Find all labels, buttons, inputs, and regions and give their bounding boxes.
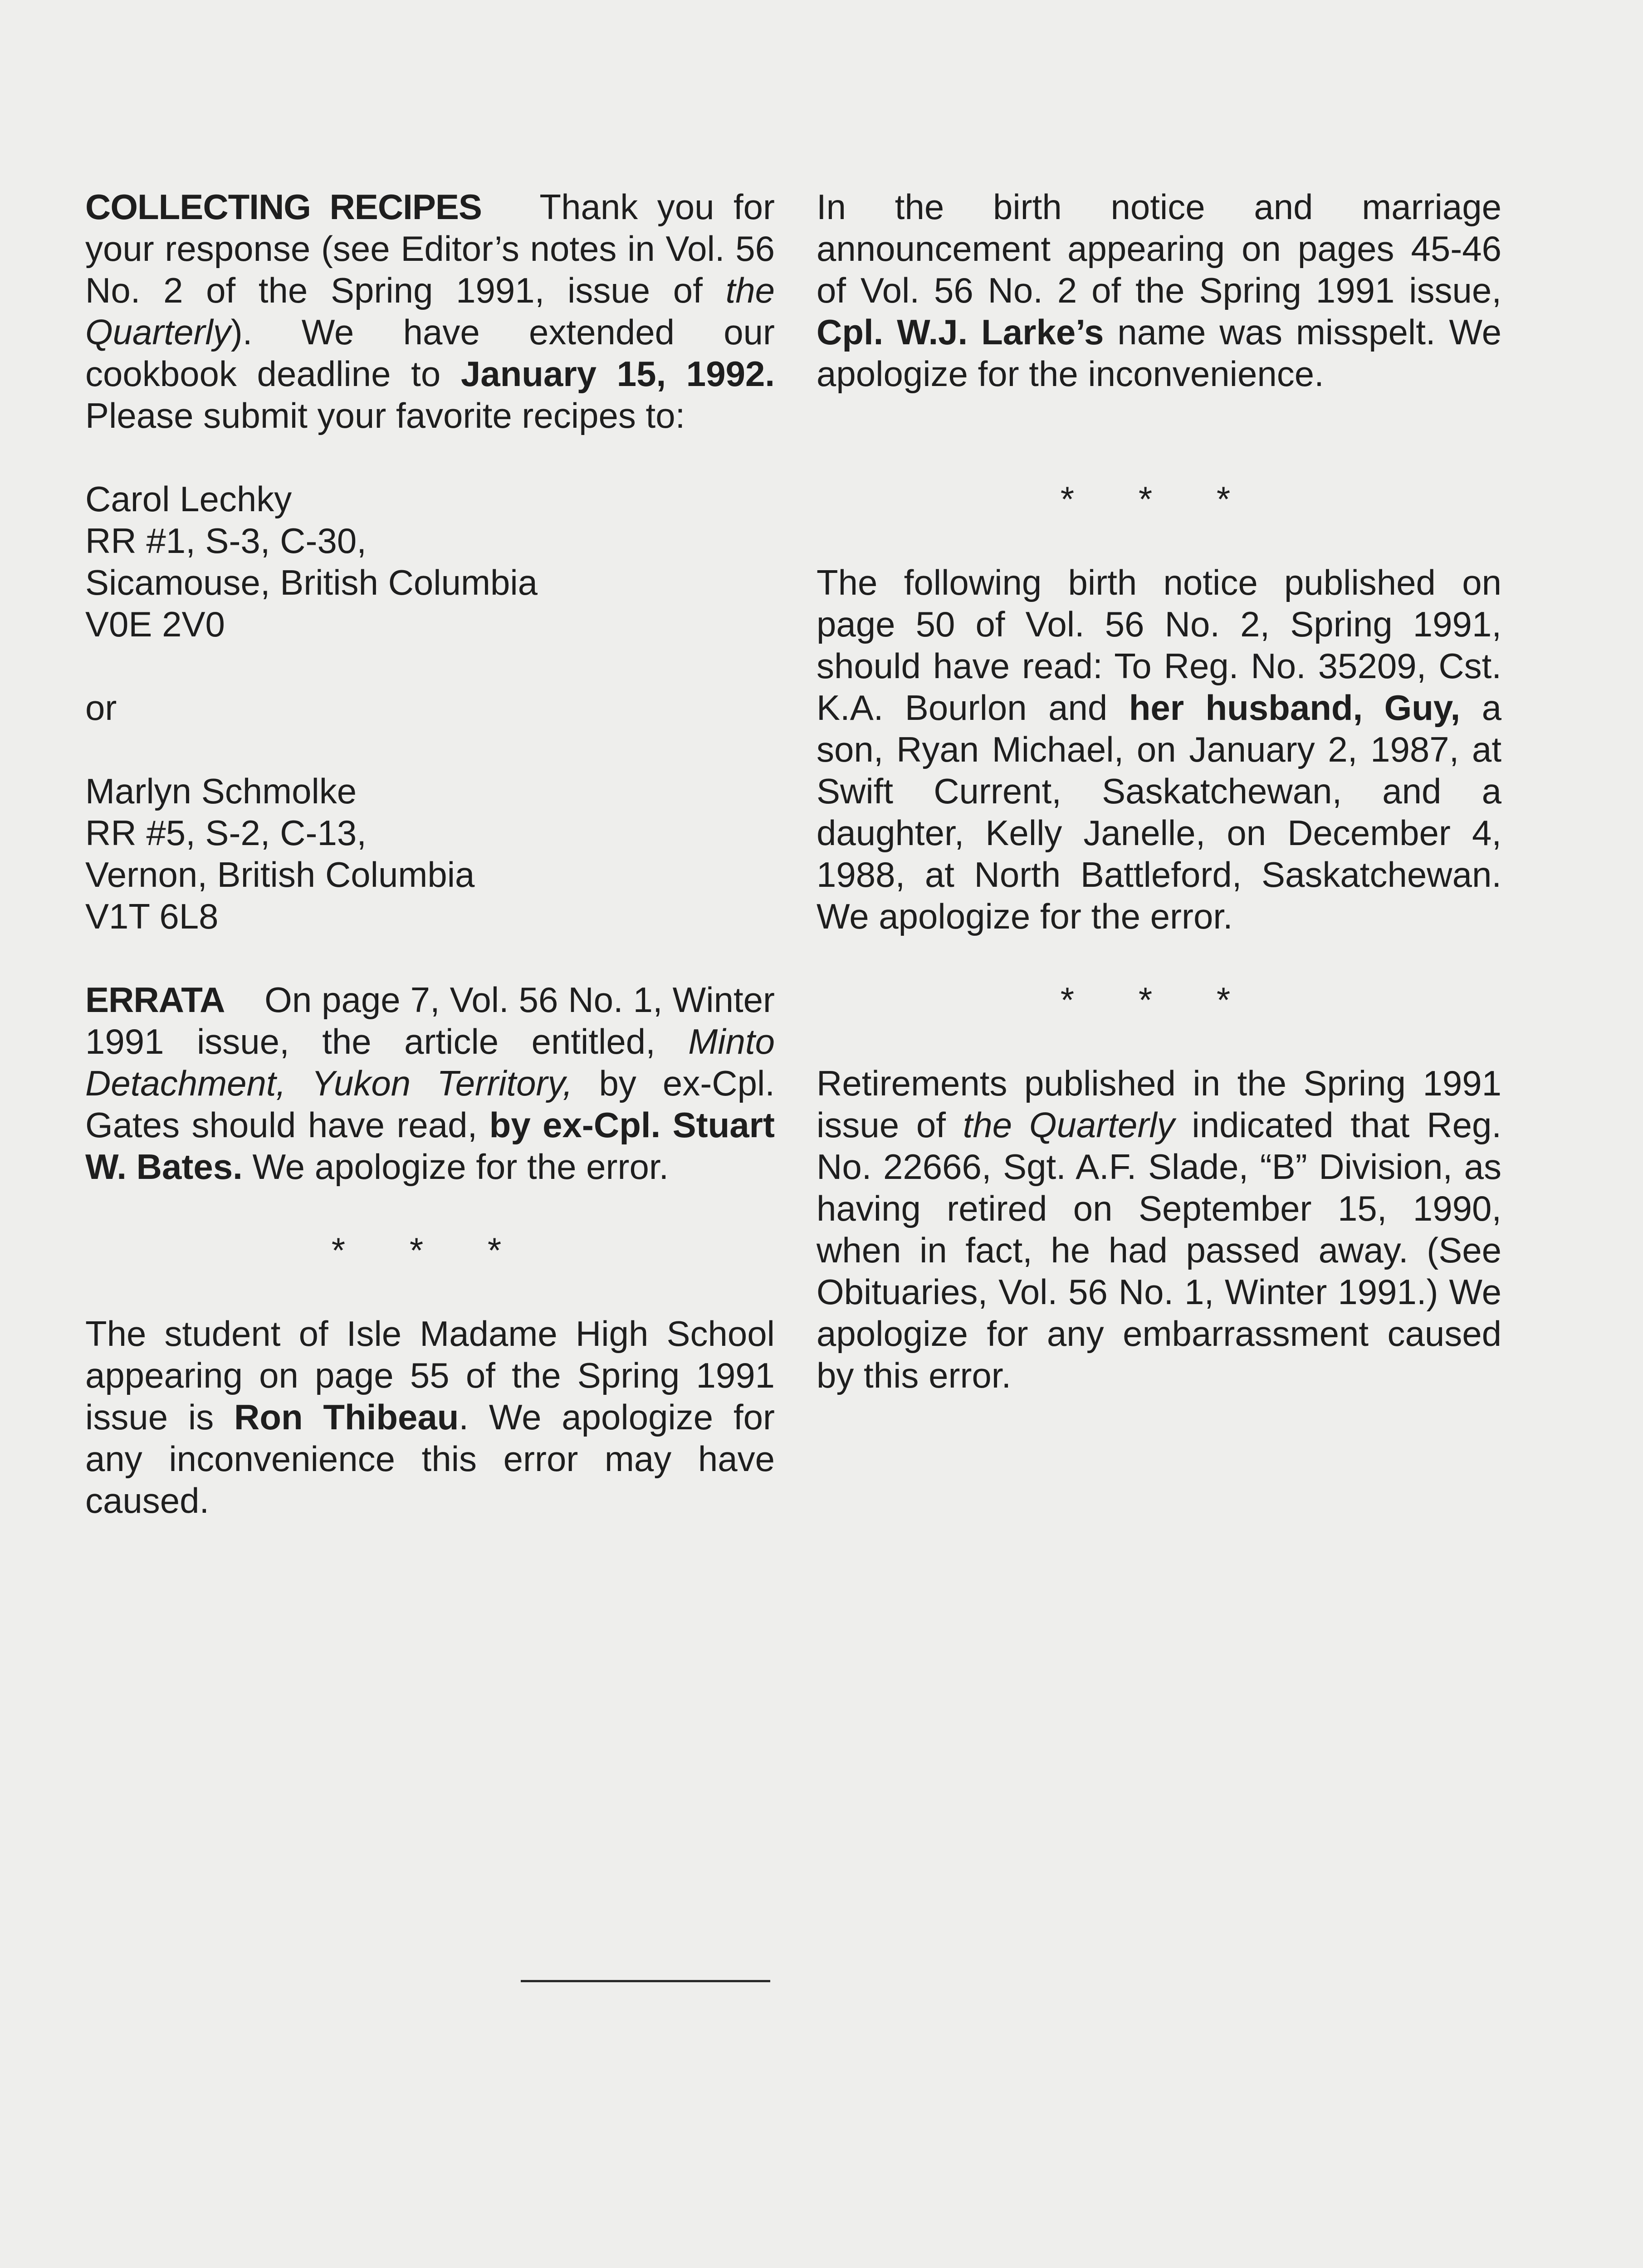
- corrected-author: by ex-Cpl. Stuart W. Bates.: [85, 1105, 775, 1187]
- notice-bold-name: her husband, Guy,: [1129, 688, 1461, 728]
- left-column: [85, 186, 775, 1563]
- birth-notice-paragraph: [817, 562, 1501, 937]
- errata-text-1: On page 7, Vol. 56 No. 1, Winter 1991 issue, the article entitled,: [85, 980, 775, 1061]
- or-separator: or: [85, 688, 117, 728]
- notice-text-1: The following birth notice published on page 50 of Vol. 56 No. 2, Spring 1991, should have read: To Reg. No. 35209, Cst. K.A. Bourlon and: [817, 562, 1501, 728]
- section-divider-stars: * * *: [1060, 479, 1258, 519]
- address-line: V0E 2V0: [85, 604, 225, 644]
- address-marlyn-schmolke: [85, 770, 775, 937]
- address-line: Carol Lechky: [85, 479, 292, 519]
- collecting-recipes-heading: COLLECTING RECIPES: [85, 187, 482, 227]
- section-divider-stars: * * *: [331, 1230, 529, 1270]
- errata-paragraph: [85, 979, 775, 1188]
- student-name: Ron Thibeau: [234, 1397, 459, 1437]
- notice-text-2: a son, Ryan Michael, on January 2, 1987, at Swift Current, Saskatchewan, and a daughter, Kelly Janelle, on December 4, 1988, at North Battleford, Saskatchewan. We apologize for the error.: [817, 688, 1501, 936]
- collecting-recipes-paragraph: [85, 186, 775, 436]
- retire-text-2: indicated that Reg. No. 22666, Sgt. A.F. Slade, “B” Division, as having retired on September 15, 1990, when in fact, he had passed away. (See Obituaries, Vol. 56 No. 1, Winter 1991.) We apologize for any embarrassment caused by this error.: [817, 1105, 1501, 1395]
- errata-text-2: by ex-Cpl. Gates should have read,: [85, 1063, 775, 1145]
- right-column: [817, 186, 1501, 1438]
- retire-text-1: Retirements published in the Spring 1991 issue of: [817, 1063, 1501, 1145]
- recipes-text-3: Please submit your favorite recipes to:: [85, 396, 685, 435]
- address-line: Marlyn Schmolke: [85, 771, 357, 811]
- birth-text-2: name was misspelt. We apologize for the inconvenience.: [817, 312, 1502, 394]
- errata-heading: ERRATA: [85, 980, 225, 1020]
- address-line: V1T 6L8: [85, 896, 219, 936]
- horizontal-rule: [521, 1980, 770, 1982]
- address-line: RR #1, S-3, C-30,: [85, 521, 367, 561]
- quarterly-title: the Quarterly: [85, 270, 775, 352]
- address-line: Sicamouse, British Columbia: [85, 562, 538, 602]
- section-divider-stars: * * *: [1060, 980, 1258, 1020]
- recipes-text-1: Thank you for your response (see Editor’s notes in Vol. 56 No. 2 of the Spring 1991, issue of: [85, 187, 775, 310]
- recipes-text-2: ). We have extended our cookbook deadline to: [85, 312, 775, 394]
- birth-text-1: In the birth notice and marriage announcement appearing on pages 45-46 of Vol. 56 No. 2 of the Spring 1991 issue,: [817, 187, 1501, 310]
- errata-text-3: We apologize for the error.: [252, 1147, 669, 1187]
- address-line: RR #5, S-2, C-13,: [85, 813, 367, 853]
- address-line: Vernon, British Columbia: [85, 855, 475, 894]
- birth-marriage-paragraph: [817, 186, 1501, 395]
- misspelt-name: Cpl. W.J. Larke’s: [817, 312, 1104, 352]
- student-text-1: The student of Isle Madame High School appearing on page 55 of the Spring 1991 issue is: [85, 1314, 775, 1437]
- address-carol-lechky: [85, 478, 775, 645]
- article-title: Minto Detachment, Yukon Territory,: [85, 1022, 775, 1103]
- cookbook-deadline: January 15, 1992.: [460, 354, 775, 394]
- quarterly-title: the Quarterly: [963, 1105, 1175, 1145]
- student-text-2: . We apologize for any inconvenience this error may have caused.: [85, 1397, 775, 1520]
- retirement-paragraph: [817, 1062, 1501, 1396]
- student-paragraph: [85, 1313, 775, 1521]
